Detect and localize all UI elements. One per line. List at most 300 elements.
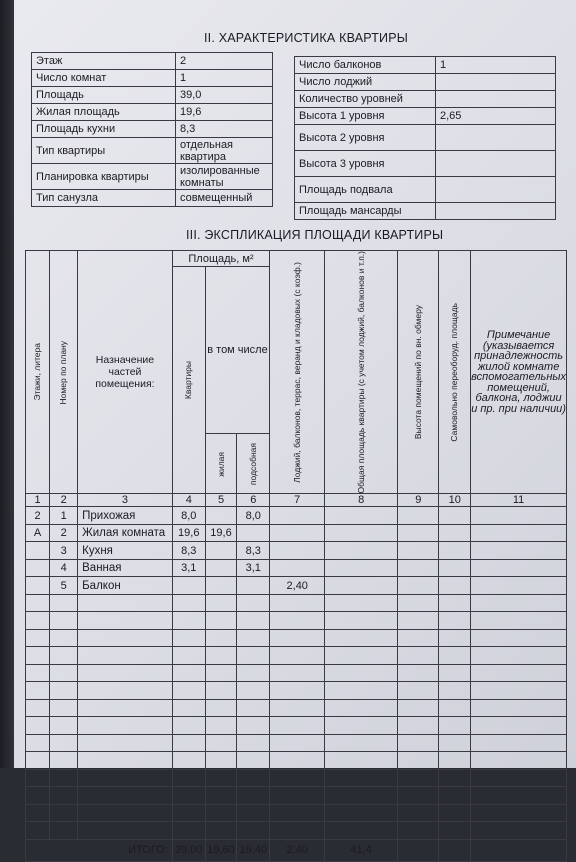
empty-cell — [398, 787, 439, 805]
empty-cell — [237, 752, 270, 770]
empty-cell — [439, 787, 471, 805]
empty-cell — [26, 717, 50, 735]
empty-cell — [78, 804, 173, 822]
characteristic-label: Количество уровней — [295, 91, 436, 108]
empty-cell — [270, 594, 325, 612]
characteristic-value: изолированные комнаты — [176, 164, 273, 190]
characteristic-row — [32, 121, 273, 138]
empty-cell — [471, 647, 567, 665]
empty-cell — [398, 559, 439, 577]
cell-aux: 8,0 — [237, 507, 270, 525]
empty-cell — [270, 717, 325, 735]
empty-cell — [205, 752, 237, 770]
empty-cell — [237, 787, 270, 805]
empty-cell — [270, 752, 325, 770]
total-flat: 39,00 — [172, 839, 205, 861]
empty-cell — [78, 822, 173, 840]
column-number: 7 — [270, 494, 325, 507]
empty-cell — [78, 647, 173, 665]
cell-flat: 8,0 — [172, 507, 205, 525]
empty-cell — [26, 699, 50, 717]
empty-cell — [78, 717, 173, 735]
empty-cell — [26, 804, 50, 822]
characteristic-label: Площадь мансарды — [295, 203, 436, 220]
empty-cell — [26, 612, 50, 630]
empty-cell — [471, 699, 567, 717]
header-floor: Этажи, литера — [26, 251, 50, 494]
characteristic-value — [436, 125, 556, 151]
empty-cell — [398, 524, 439, 542]
empty-cell — [205, 717, 237, 735]
header-self-reeq: Самовольно переоборуд. площадь — [439, 251, 471, 494]
column-number: 3 — [78, 494, 173, 507]
cell-floor: А — [26, 524, 50, 542]
empty-cell — [237, 804, 270, 822]
empty-cell — [237, 682, 270, 700]
empty-cell — [270, 699, 325, 717]
empty-cell — [78, 769, 173, 787]
empty-row — [26, 664, 567, 682]
empty-cell — [172, 804, 205, 822]
empty-cell — [398, 734, 439, 752]
empty-row — [26, 822, 567, 840]
characteristic-row — [32, 164, 273, 190]
header-loggia: Лоджий, балконов, террас, веранд и кладовых (с коэф.) — [270, 251, 325, 494]
empty-cell — [439, 804, 471, 822]
empty-cell — [237, 769, 270, 787]
empty-cell — [237, 734, 270, 752]
empty-cell — [398, 594, 439, 612]
empty-cell — [471, 612, 567, 630]
header-flat: Квартиры — [172, 267, 205, 494]
header-plan-no: Номер по плану — [50, 251, 78, 494]
empty-cell — [439, 752, 471, 770]
characteristic-value: совмещенный — [176, 190, 273, 207]
characteristic-row — [295, 125, 556, 151]
characteristic-row — [295, 74, 556, 91]
cell-loggia: 2,40 — [270, 577, 325, 595]
empty-cell — [325, 787, 398, 805]
empty-cell — [50, 647, 78, 665]
characteristic-row — [32, 104, 273, 121]
empty-cell — [270, 804, 325, 822]
empty-cell — [78, 699, 173, 717]
total-label: ИТОГО: — [26, 839, 173, 861]
explication-row — [26, 524, 567, 542]
empty-cell — [439, 769, 471, 787]
empty-cell — [270, 612, 325, 630]
characteristic-value — [436, 91, 556, 108]
cell-living — [205, 577, 237, 595]
characteristic-label: Площадь кухни — [32, 121, 176, 138]
empty-cell — [398, 542, 439, 560]
empty-cell — [50, 594, 78, 612]
empty-cell — [78, 787, 173, 805]
empty-cell — [78, 734, 173, 752]
empty-cell — [398, 682, 439, 700]
characteristic-label: Площадь — [32, 87, 176, 104]
empty-cell — [471, 804, 567, 822]
cell-living: 19,6 — [205, 524, 237, 542]
empty-cell — [471, 839, 567, 861]
empty-cell — [50, 699, 78, 717]
empty-cell — [325, 752, 398, 770]
empty-cell — [325, 699, 398, 717]
empty-cell — [325, 612, 398, 630]
empty-cell — [439, 612, 471, 630]
empty-cell — [471, 542, 567, 560]
empty-cell — [172, 769, 205, 787]
empty-cell — [270, 647, 325, 665]
total-living: 19,60 — [205, 839, 237, 861]
empty-cell — [325, 822, 398, 840]
empty-cell — [398, 839, 439, 861]
empty-cell — [439, 507, 471, 525]
empty-cell — [439, 647, 471, 665]
characteristic-value — [436, 74, 556, 91]
empty-cell — [78, 594, 173, 612]
cell-no: 1 — [50, 507, 78, 525]
empty-cell — [172, 699, 205, 717]
cell-loggia — [270, 507, 325, 525]
characteristic-label: Число лоджий — [295, 74, 436, 91]
empty-cell — [50, 822, 78, 840]
header-living: жилая — [205, 434, 237, 494]
empty-cell — [237, 629, 270, 647]
empty-row — [26, 734, 567, 752]
empty-cell — [471, 524, 567, 542]
empty-cell — [398, 577, 439, 595]
empty-cell — [325, 507, 398, 525]
cell-flat: 8,3 — [172, 542, 205, 560]
empty-cell — [270, 822, 325, 840]
empty-cell — [270, 682, 325, 700]
section2-title: II. ХАРАКТЕРИСТИКА КВАРТИРЫ — [204, 31, 409, 45]
characteristic-row — [295, 57, 556, 74]
header-height: Высота помещений по вн. обмеру — [398, 251, 439, 494]
cell-loggia — [270, 559, 325, 577]
empty-cell — [78, 612, 173, 630]
empty-cell — [439, 559, 471, 577]
empty-cell — [26, 822, 50, 840]
empty-cell — [205, 612, 237, 630]
characteristic-value — [436, 177, 556, 203]
cell-no: 2 — [50, 524, 78, 542]
empty-cell — [439, 577, 471, 595]
characteristic-row — [32, 87, 273, 104]
empty-cell — [172, 822, 205, 840]
empty-cell — [325, 542, 398, 560]
empty-cell — [50, 629, 78, 647]
cell-flat: 19,6 — [172, 524, 205, 542]
empty-cell — [270, 664, 325, 682]
empty-cell — [26, 629, 50, 647]
empty-cell — [270, 734, 325, 752]
empty-cell — [325, 804, 398, 822]
total-aux: 19,40 — [237, 839, 270, 861]
empty-row — [26, 717, 567, 735]
empty-cell — [270, 769, 325, 787]
empty-cell — [325, 577, 398, 595]
empty-cell — [237, 699, 270, 717]
empty-cell — [471, 717, 567, 735]
column-number: 4 — [172, 494, 205, 507]
empty-cell — [471, 734, 567, 752]
empty-cell — [205, 804, 237, 822]
empty-row — [26, 594, 567, 612]
explication-row — [26, 577, 567, 595]
empty-cell — [398, 647, 439, 665]
empty-cell — [325, 664, 398, 682]
empty-cell — [325, 594, 398, 612]
empty-cell — [26, 647, 50, 665]
characteristic-label: Высота 1 уровня — [295, 108, 436, 125]
cell-flat: 3,1 — [172, 559, 205, 577]
empty-cell — [172, 752, 205, 770]
characteristic-label: Площадь подвала — [295, 177, 436, 203]
cell-name: Жилая комната — [78, 524, 173, 542]
empty-cell — [439, 822, 471, 840]
cell-name: Кухня — [78, 542, 173, 560]
empty-cell — [237, 664, 270, 682]
characteristic-row — [295, 108, 556, 125]
empty-cell — [237, 822, 270, 840]
characteristic-value: 8,3 — [176, 121, 273, 138]
column-number: 2 — [50, 494, 78, 507]
characteristic-label: Тип санузла — [32, 190, 176, 207]
empty-cell — [50, 804, 78, 822]
cell-loggia — [270, 542, 325, 560]
empty-row — [26, 612, 567, 630]
cell-aux: 3,1 — [237, 559, 270, 577]
empty-cell — [439, 594, 471, 612]
section3-title: III. ЭКСПЛИКАЦИЯ ПЛОЩАДИ КВАРТИРЫ — [186, 228, 444, 242]
characteristic-row — [32, 138, 273, 164]
empty-cell — [50, 769, 78, 787]
cell-living — [205, 542, 237, 560]
cell-name: Балкон — [78, 577, 173, 595]
empty-cell — [172, 664, 205, 682]
total-total_with: 41,4 — [325, 839, 398, 861]
empty-row — [26, 682, 567, 700]
cell-name: Ванная — [78, 559, 173, 577]
cell-floor — [26, 542, 50, 560]
empty-cell — [172, 594, 205, 612]
characteristic-row — [295, 203, 556, 220]
empty-cell — [237, 647, 270, 665]
empty-cell — [205, 647, 237, 665]
empty-cell — [237, 594, 270, 612]
empty-cell — [78, 664, 173, 682]
empty-cell — [439, 717, 471, 735]
empty-cell — [439, 682, 471, 700]
total-loggia: 2,40 — [270, 839, 325, 861]
empty-cell — [439, 629, 471, 647]
column-number: 9 — [398, 494, 439, 507]
empty-cell — [471, 559, 567, 577]
column-number: 1 — [26, 494, 50, 507]
empty-cell — [26, 769, 50, 787]
empty-cell — [172, 682, 205, 700]
characteristic-row — [295, 177, 556, 203]
column-number: 10 — [439, 494, 471, 507]
empty-cell — [471, 822, 567, 840]
empty-cell — [205, 699, 237, 717]
cell-aux — [237, 577, 270, 595]
empty-cell — [398, 612, 439, 630]
empty-cell — [205, 682, 237, 700]
empty-cell — [172, 717, 205, 735]
characteristic-value: 1 — [436, 57, 556, 74]
characteristic-value — [436, 203, 556, 220]
characteristic-value: 39,0 — [176, 87, 273, 104]
empty-cell — [325, 734, 398, 752]
explication-row — [26, 542, 567, 560]
header-note: Примечание (указывается принадлежность жилой комнате вспомогательных помещений, балкона, лоджии и пр. при наличии) — [471, 251, 567, 494]
empty-cell — [26, 734, 50, 752]
cell-no: 5 — [50, 577, 78, 595]
column-number: 5 — [205, 494, 237, 507]
characteristics-left-table — [31, 52, 273, 207]
characteristic-label: Тип квартиры — [32, 138, 176, 164]
column-number-row — [26, 494, 567, 507]
empty-cell — [325, 629, 398, 647]
empty-cell — [172, 612, 205, 630]
cell-floor — [26, 559, 50, 577]
cell-floor — [26, 577, 50, 595]
header-purpose: Назначение частей помещения: — [78, 251, 173, 494]
empty-cell — [172, 734, 205, 752]
empty-cell — [26, 664, 50, 682]
cell-living — [205, 559, 237, 577]
empty-cell — [205, 594, 237, 612]
empty-cell — [439, 524, 471, 542]
empty-cell — [78, 629, 173, 647]
empty-cell — [205, 787, 237, 805]
header-area: Площадь, м² — [172, 251, 269, 267]
empty-cell — [172, 787, 205, 805]
explication-row — [26, 559, 567, 577]
column-number: 6 — [237, 494, 270, 507]
cell-floor: 2 — [26, 507, 50, 525]
explication-row — [26, 507, 567, 525]
header-aux: подсобная — [237, 434, 270, 494]
header-in-total: в том числе — [205, 267, 270, 434]
empty-cell — [398, 752, 439, 770]
empty-cell — [439, 664, 471, 682]
empty-cell — [50, 612, 78, 630]
empty-row — [26, 787, 567, 805]
characteristic-label: Высота 2 уровня — [295, 125, 436, 151]
characteristic-label: Число балконов — [295, 57, 436, 74]
empty-cell — [26, 682, 50, 700]
characteristic-row — [32, 53, 273, 70]
empty-cell — [26, 752, 50, 770]
empty-cell — [172, 629, 205, 647]
empty-cell — [471, 594, 567, 612]
cell-name: Прихожая — [78, 507, 173, 525]
empty-cell — [172, 647, 205, 665]
empty-row — [26, 804, 567, 822]
empty-cell — [325, 769, 398, 787]
empty-cell — [26, 594, 50, 612]
empty-cell — [398, 629, 439, 647]
empty-cell — [270, 787, 325, 805]
characteristic-value: 2,65 — [436, 108, 556, 125]
empty-cell — [398, 769, 439, 787]
empty-row — [26, 752, 567, 770]
empty-row — [26, 629, 567, 647]
cell-flat — [172, 577, 205, 595]
column-number: 11 — [471, 494, 567, 507]
characteristic-label: Этаж — [32, 53, 176, 70]
empty-cell — [325, 717, 398, 735]
total-row — [26, 839, 567, 861]
characteristic-label: Высота 3 уровня — [295, 151, 436, 177]
empty-cell — [439, 699, 471, 717]
empty-cell — [471, 752, 567, 770]
empty-cell — [205, 822, 237, 840]
empty-cell — [325, 524, 398, 542]
characteristic-value: 2 — [176, 53, 273, 70]
cell-living — [205, 507, 237, 525]
characteristic-value — [436, 151, 556, 177]
empty-cell — [471, 629, 567, 647]
characteristic-row — [295, 151, 556, 177]
empty-cell — [398, 507, 439, 525]
empty-cell — [205, 629, 237, 647]
characteristics-right-table — [294, 56, 556, 220]
characteristic-value: 19,6 — [176, 104, 273, 121]
empty-row — [26, 647, 567, 665]
explication-table — [25, 250, 567, 862]
cell-aux: 8,3 — [237, 542, 270, 560]
empty-cell — [50, 664, 78, 682]
empty-cell — [439, 542, 471, 560]
empty-cell — [439, 839, 471, 861]
empty-cell — [270, 629, 325, 647]
empty-cell — [471, 577, 567, 595]
empty-cell — [471, 769, 567, 787]
empty-cell — [325, 559, 398, 577]
empty-cell — [50, 752, 78, 770]
empty-cell — [439, 734, 471, 752]
empty-cell — [50, 717, 78, 735]
characteristic-label: Число комнат — [32, 70, 176, 87]
empty-cell — [471, 507, 567, 525]
empty-cell — [50, 734, 78, 752]
empty-cell — [50, 682, 78, 700]
characteristic-value: 1 — [176, 70, 273, 87]
characteristic-row — [32, 70, 273, 87]
empty-cell — [205, 769, 237, 787]
cell-no: 4 — [50, 559, 78, 577]
empty-cell — [26, 787, 50, 805]
empty-cell — [325, 682, 398, 700]
characteristic-row — [295, 91, 556, 108]
characteristic-label: Жилая площадь — [32, 104, 176, 121]
empty-cell — [398, 717, 439, 735]
empty-cell — [205, 664, 237, 682]
empty-cell — [205, 734, 237, 752]
empty-row — [26, 769, 567, 787]
empty-cell — [398, 664, 439, 682]
empty-cell — [471, 664, 567, 682]
cell-no: 3 — [50, 542, 78, 560]
empty-cell — [398, 804, 439, 822]
empty-cell — [471, 787, 567, 805]
cell-loggia — [270, 524, 325, 542]
